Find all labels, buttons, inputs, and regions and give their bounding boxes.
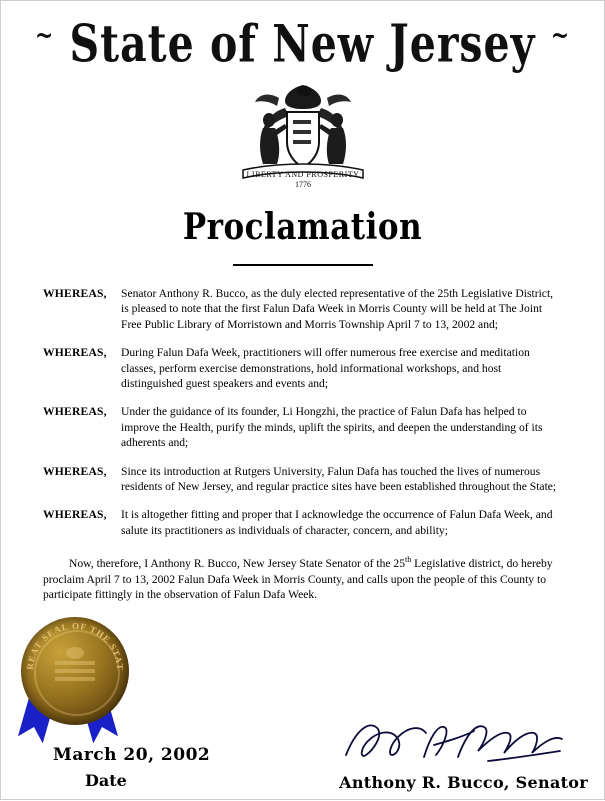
date-label: Date [85, 771, 127, 790]
clause-lead: WHEREAS, [43, 405, 107, 419]
state-title-text: State of New Jersey [69, 14, 536, 74]
whereas-clause [43, 507, 562, 538]
signature-block [1, 713, 605, 801]
proclamation-heading: Proclamation [182, 206, 423, 249]
whereas-clause [43, 464, 562, 495]
ordinal-suffix: th [405, 555, 412, 565]
document-body [43, 286, 562, 602]
clause-text: During Falun Dafa Week, practitioners will offer numerous free exercise and meditation classes, perform exercise demonstrations, hold informational workshops, and host distinguished guest speakers and events and; [121, 346, 530, 391]
clause-text: Senator Anthony R. Bucco, as the duly elected representative of the 25th Legislative District, is pleased to note that the first Falun Dafa Week in Morris County will be held at The Joint Free Public Library of Morristown and Morris Township April 7 to 13, 2002 and; [121, 287, 554, 331]
heading-divider [233, 264, 373, 266]
svg-text:1776: 1776 [294, 180, 311, 189]
final-paragraph-part2: Legislative district, do hereby proclaim April 7 to 13, 2002 Falun Dafa Week in Morris County, and calls upon the people of this County to participate fittingly in the observation of Falun Dafa Week. [43, 557, 553, 601]
svg-text:LIBERTY AND PROSPERITY: LIBERTY AND PROSPERITY [246, 170, 359, 179]
final-paragraph-part1: Now, therefore, I Anthony R. Bucco, New Jersey State Senator of the 25 [69, 557, 406, 571]
final-paragraph [43, 552, 562, 602]
clause-lead: WHEREAS, [43, 346, 107, 360]
flourish-left-icon: ~ [34, 19, 55, 52]
clause-lead: WHEREAS, [43, 508, 107, 522]
clause-text: Since its introduction at Rutgers University, Falun Dafa has touched the lives of numerous residents of New Jersey, and regular practice sites have been established throughout the State; [121, 464, 557, 494]
whereas-clause [43, 404, 562, 450]
clause-text: Under the guidance of its founder, Li Hongzhi, the practice of Falun Dafa has helped to improve the Health, purify the minds, uplift the spirits, and deepen the understanding of its adherents and; [121, 405, 543, 450]
page-title [1, 14, 604, 74]
flourish-right-icon: ~ [550, 19, 571, 52]
signer-name: Anthony R. Bucco, Senator [339, 773, 588, 792]
seal-motto-text: REAT SEAL OF THE STAT [24, 620, 126, 672]
coat-of-arms [1, 82, 604, 190]
clause-lead: WHEREAS, [43, 287, 107, 300]
seal-disc [21, 617, 129, 725]
clause-text: It is altogether fitting and proper that I acknowledge the occurrence of Falun Dafa Week, and salute its practitioners as individuals of character, concern, and ability; [121, 508, 553, 537]
coat-of-arms-icon [219, 82, 387, 190]
date-value: March 20, 2002 [53, 745, 211, 765]
whereas-clause [43, 345, 562, 391]
handwritten-signature [338, 715, 568, 769]
whereas-clause [43, 286, 562, 332]
clause-lead: WHEREAS, [43, 464, 107, 478]
